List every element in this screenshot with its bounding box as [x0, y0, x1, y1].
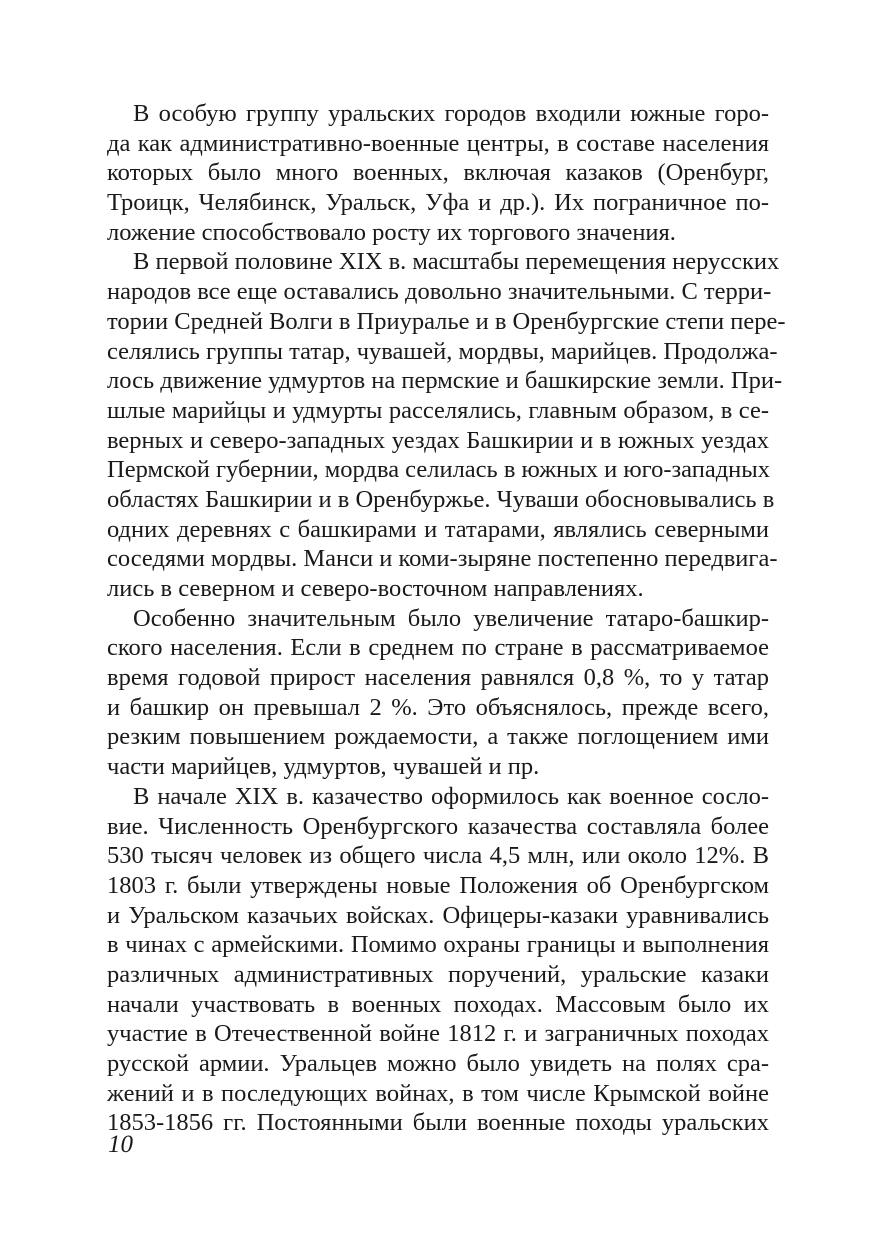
- text-line: части марийцев, удмуртов, чувашей и пр.: [107, 753, 540, 781]
- text-line: тории Средней Волги в Приуралье и в Оренбургские степи пере-: [107, 307, 786, 335]
- text-line: Особенно значительным было увеличение татаро-башкир-: [133, 604, 769, 632]
- text-line: различных административных поручений, уральские казаки: [107, 960, 769, 988]
- text-line: народов все еще оставались довольно значительными. С терри-: [107, 278, 772, 306]
- text-line: лись в северном и северо-восточном направлениях.: [107, 575, 644, 602]
- text-line: русской армии. Уральцев можно было увидеть на полях сра-: [107, 1050, 769, 1077]
- text-line: да как административно-военные центры, в составе населения: [107, 129, 769, 157]
- text-line: ского населения. Если в среднем по стране в рассматриваемое: [107, 634, 769, 662]
- paragraph-migration: [107, 247, 786, 603]
- text-line: и Уральском казачьих войсках. Офицеры-казаки уравнивались: [107, 901, 769, 929]
- text-line: 1803 г. были утверждены новые Положения об Оренбургском: [107, 871, 769, 899]
- text-line: начали участвовать в военных походах. Массовым было их: [107, 990, 769, 1018]
- text-line: ложение способствовало росту их торгового значения.: [107, 218, 676, 246]
- text-line: Пермской губернии, мордва селилась в южных и юго-западных: [107, 456, 770, 484]
- paragraph-southern-cities: [107, 99, 769, 247]
- text-line: лось движение удмуртов на пермские и башкирские земли. При-: [107, 367, 783, 395]
- text-line: 1853-1856 гг. Постоянными были военные походы уральских: [107, 1109, 769, 1137]
- paragraph-cossacks: [107, 782, 769, 1138]
- text-line: В особую группу уральских городов входили южные горо-: [133, 100, 769, 127]
- text-line: селялись группы татар, чувашей, мордвы, марийцев. Продолжа-: [107, 337, 778, 365]
- text-line: которых было много военных, включая казаков (Оренбург,: [107, 159, 769, 187]
- text-line: и башкир он превышал 2 %. Это объяснялось, прежде всего,: [107, 693, 769, 721]
- page-body: [107, 99, 786, 1138]
- text-line: участие в Отечественной войне 1812 г. и заграничных походах: [107, 1020, 769, 1048]
- page-number: 10: [108, 1131, 133, 1158]
- text-line: резким повышением рождаемости, а также поглощением ими: [107, 723, 769, 751]
- text-line: 530 тысяч человек из общего числа 4,5 млн, или около 12%. В: [107, 842, 769, 870]
- text-line: Троицк, Челябинск, Уральск, Уфа и др.). Их пограничное по-: [107, 189, 769, 217]
- text-line: областях Башкирии и в Оренбуржье. Чуваши обосновывались в: [107, 485, 775, 513]
- text-line: вие. Численность Оренбургского казачества составляла более: [107, 812, 769, 840]
- text-line: В начале XIX в. казачество оформилось как военное сосло-: [133, 782, 769, 810]
- text-line: одних деревнях с башкирами и татарами, являлись северными: [107, 515, 769, 543]
- text-line: в чинах с армейскими. Помимо охраны границы и выполнения: [107, 931, 769, 959]
- text-line: В первой половине XIX в. масштабы перемещения нерусских: [133, 248, 780, 276]
- text-line: верных и северо-западных уездах Башкирии и в южных уездах: [107, 426, 769, 454]
- paragraph-population-growth: [107, 604, 769, 782]
- text-line: соседями мордвы. Манси и коми-зыряне постепенно передвига-: [107, 545, 778, 573]
- text-line: жений и в последующих войнах, в том числе Крымской войне: [107, 1079, 769, 1107]
- text-line: шлые марийцы и удмурты расселялись, главным образом, в се-: [107, 396, 769, 424]
- text-line: время годовой прирост населения равнялся 0,8 %, то у татар: [107, 664, 769, 692]
